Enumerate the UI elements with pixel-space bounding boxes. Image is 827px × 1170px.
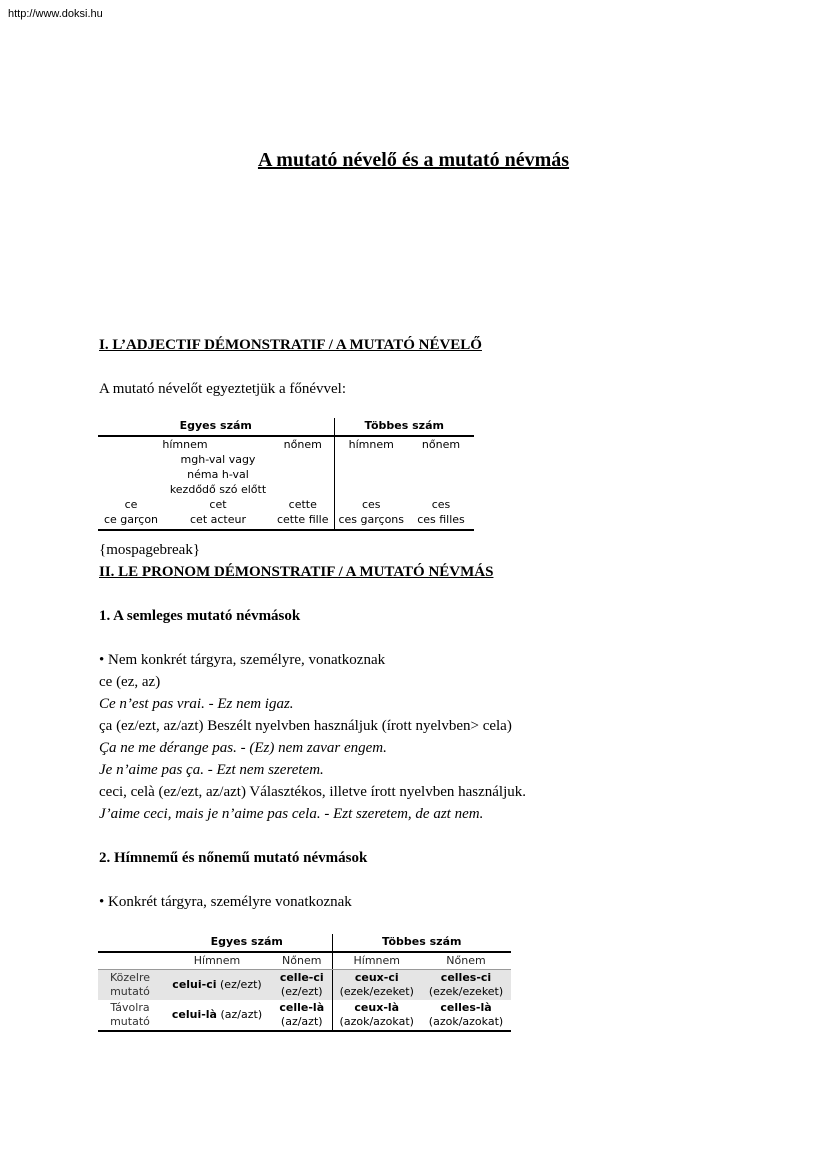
col-fem-pl: nőnem — [421, 438, 461, 451]
pagebreak-marker: {mospagebreak} — [99, 542, 201, 558]
pronoun-form: celui-ci — [172, 978, 217, 991]
pronoun-form: ceux-ci — [354, 971, 399, 984]
group-singular: Egyes szám — [162, 934, 332, 952]
pronoun-translation: (ezek/ezeket) — [339, 985, 414, 998]
vowel-note — [164, 452, 272, 497]
pronoun-translation: (ez/ezt) — [280, 985, 323, 998]
pronoun-cell — [421, 1000, 511, 1031]
example-line: Ce n’est pas vrai. - Ez nem igaz. — [99, 696, 294, 712]
row-label — [98, 970, 162, 1001]
form-cell: ce — [124, 498, 138, 511]
pronoun-cell — [162, 1000, 272, 1031]
pronoun-form: celles-ci — [440, 971, 492, 984]
section1-heading: I. L’ADJECTIF DÉMONSTRATIF / A MUTATÓ NÉVELŐ — [99, 337, 482, 353]
body-line: ça (ez/ezt, az/azt) Beszélt nyelvben használjuk (írott nyelvben> cela) — [99, 718, 512, 734]
pronoun-cell — [332, 1000, 421, 1031]
row-label-line: mutató — [110, 985, 150, 998]
pronoun-cell — [332, 970, 421, 1001]
pronoun-form: celui-là — [171, 1008, 217, 1021]
row-label-line: Távolra — [110, 1001, 150, 1014]
example-cell: cette fille — [272, 512, 334, 530]
source-url[interactable]: http://www.doksi.hu — [8, 8, 103, 20]
col-masc-pl: hímnem — [348, 438, 394, 451]
group-plural: Többes szám — [334, 418, 474, 436]
vowel-note-line: kezdődő szó előtt — [169, 483, 267, 496]
pronoun-translation: (az/azt) — [220, 1008, 263, 1021]
example-line: Je n’aime pas ça. - Ezt nem szeretem. — [99, 762, 324, 778]
form-cell: cet — [209, 498, 227, 511]
col-fem-pl: Nőnem — [421, 952, 511, 970]
body-line: • Nem konkrét tárgyra, személyre, vonatkoznak — [99, 652, 386, 668]
col-masc: Hímnem — [162, 952, 272, 970]
pronoun-translation: (ez/ezt) — [220, 978, 262, 991]
form-cell: ces — [431, 498, 451, 511]
row-label — [98, 1000, 162, 1031]
vowel-note-line: néma h-val — [187, 468, 249, 481]
pronoun-cell — [421, 970, 511, 1001]
pronoun-translation: (azok/azokat) — [339, 1015, 414, 1028]
example-line: Ça ne me dérange pas. - (Ez) nem zavar engem. — [99, 740, 387, 756]
pronoun-cell — [272, 970, 332, 1001]
form-cell: ces — [361, 498, 381, 511]
pronoun-translation: (ezek/ezeket) — [428, 985, 504, 998]
pronoun-cell — [272, 1000, 332, 1031]
example-cell: ces filles — [408, 512, 474, 530]
subsection2-intro: • Konkrét tárgyra, személyre vonatkoznak — [99, 894, 352, 910]
section2-heading: II. LE PRONOM DÉMONSTRATIF / A MUTATÓ NÉVMÁS — [99, 564, 494, 580]
demonstrative-adjective-table — [98, 418, 474, 531]
pronoun-translation: (azok/azokat) — [428, 1015, 504, 1028]
section1-intro: A mutató névelőt egyeztetjük a főnévvel: — [99, 381, 347, 397]
col-masc-pl: Hímnem — [332, 952, 421, 970]
form-cell: cette — [272, 497, 334, 512]
example-cell: ce garçon — [98, 512, 164, 530]
col-masc: hímnem — [162, 438, 208, 451]
row-label-line: Közelre — [109, 971, 151, 984]
group-plural: Többes szám — [332, 934, 511, 952]
pronoun-translation: (az/azt) — [280, 1015, 323, 1028]
col-fem: Nőnem — [272, 952, 332, 970]
group-singular: Egyes szám — [98, 418, 334, 436]
body-line: ceci, celà (ez/ezt, az/azt) Választékos, illetve írott nyelvben használjuk. — [99, 784, 527, 800]
row-label-line: mutató — [110, 1015, 150, 1028]
pronoun-form: celles-là — [440, 1001, 492, 1014]
body-line: ce (ez, az) — [99, 674, 161, 690]
pronoun-form: celle-ci — [279, 971, 324, 984]
subsection2-heading: 2. Hímnemű és nőnemű mutató névmások — [99, 850, 368, 866]
pronoun-form: ceux-là — [354, 1001, 400, 1014]
pronoun-form: celle-là — [279, 1001, 325, 1014]
example-line: J’aime ceci, mais je n’aime pas cela. - Ezt szeretem, de azt nem. — [99, 806, 484, 822]
example-cell: cet acteur — [164, 512, 272, 530]
page-title: A mutató névelő és a mutató névmás — [257, 149, 570, 171]
example-cell: ces garçons — [334, 512, 408, 530]
col-fem: nőnem — [272, 436, 334, 452]
subsection1-heading: 1. A semleges mutató névmások — [99, 608, 301, 624]
demonstrative-pronoun-table — [98, 934, 511, 1032]
vowel-note-line: mgh-val vagy — [180, 453, 256, 466]
pronoun-cell — [162, 970, 272, 1001]
